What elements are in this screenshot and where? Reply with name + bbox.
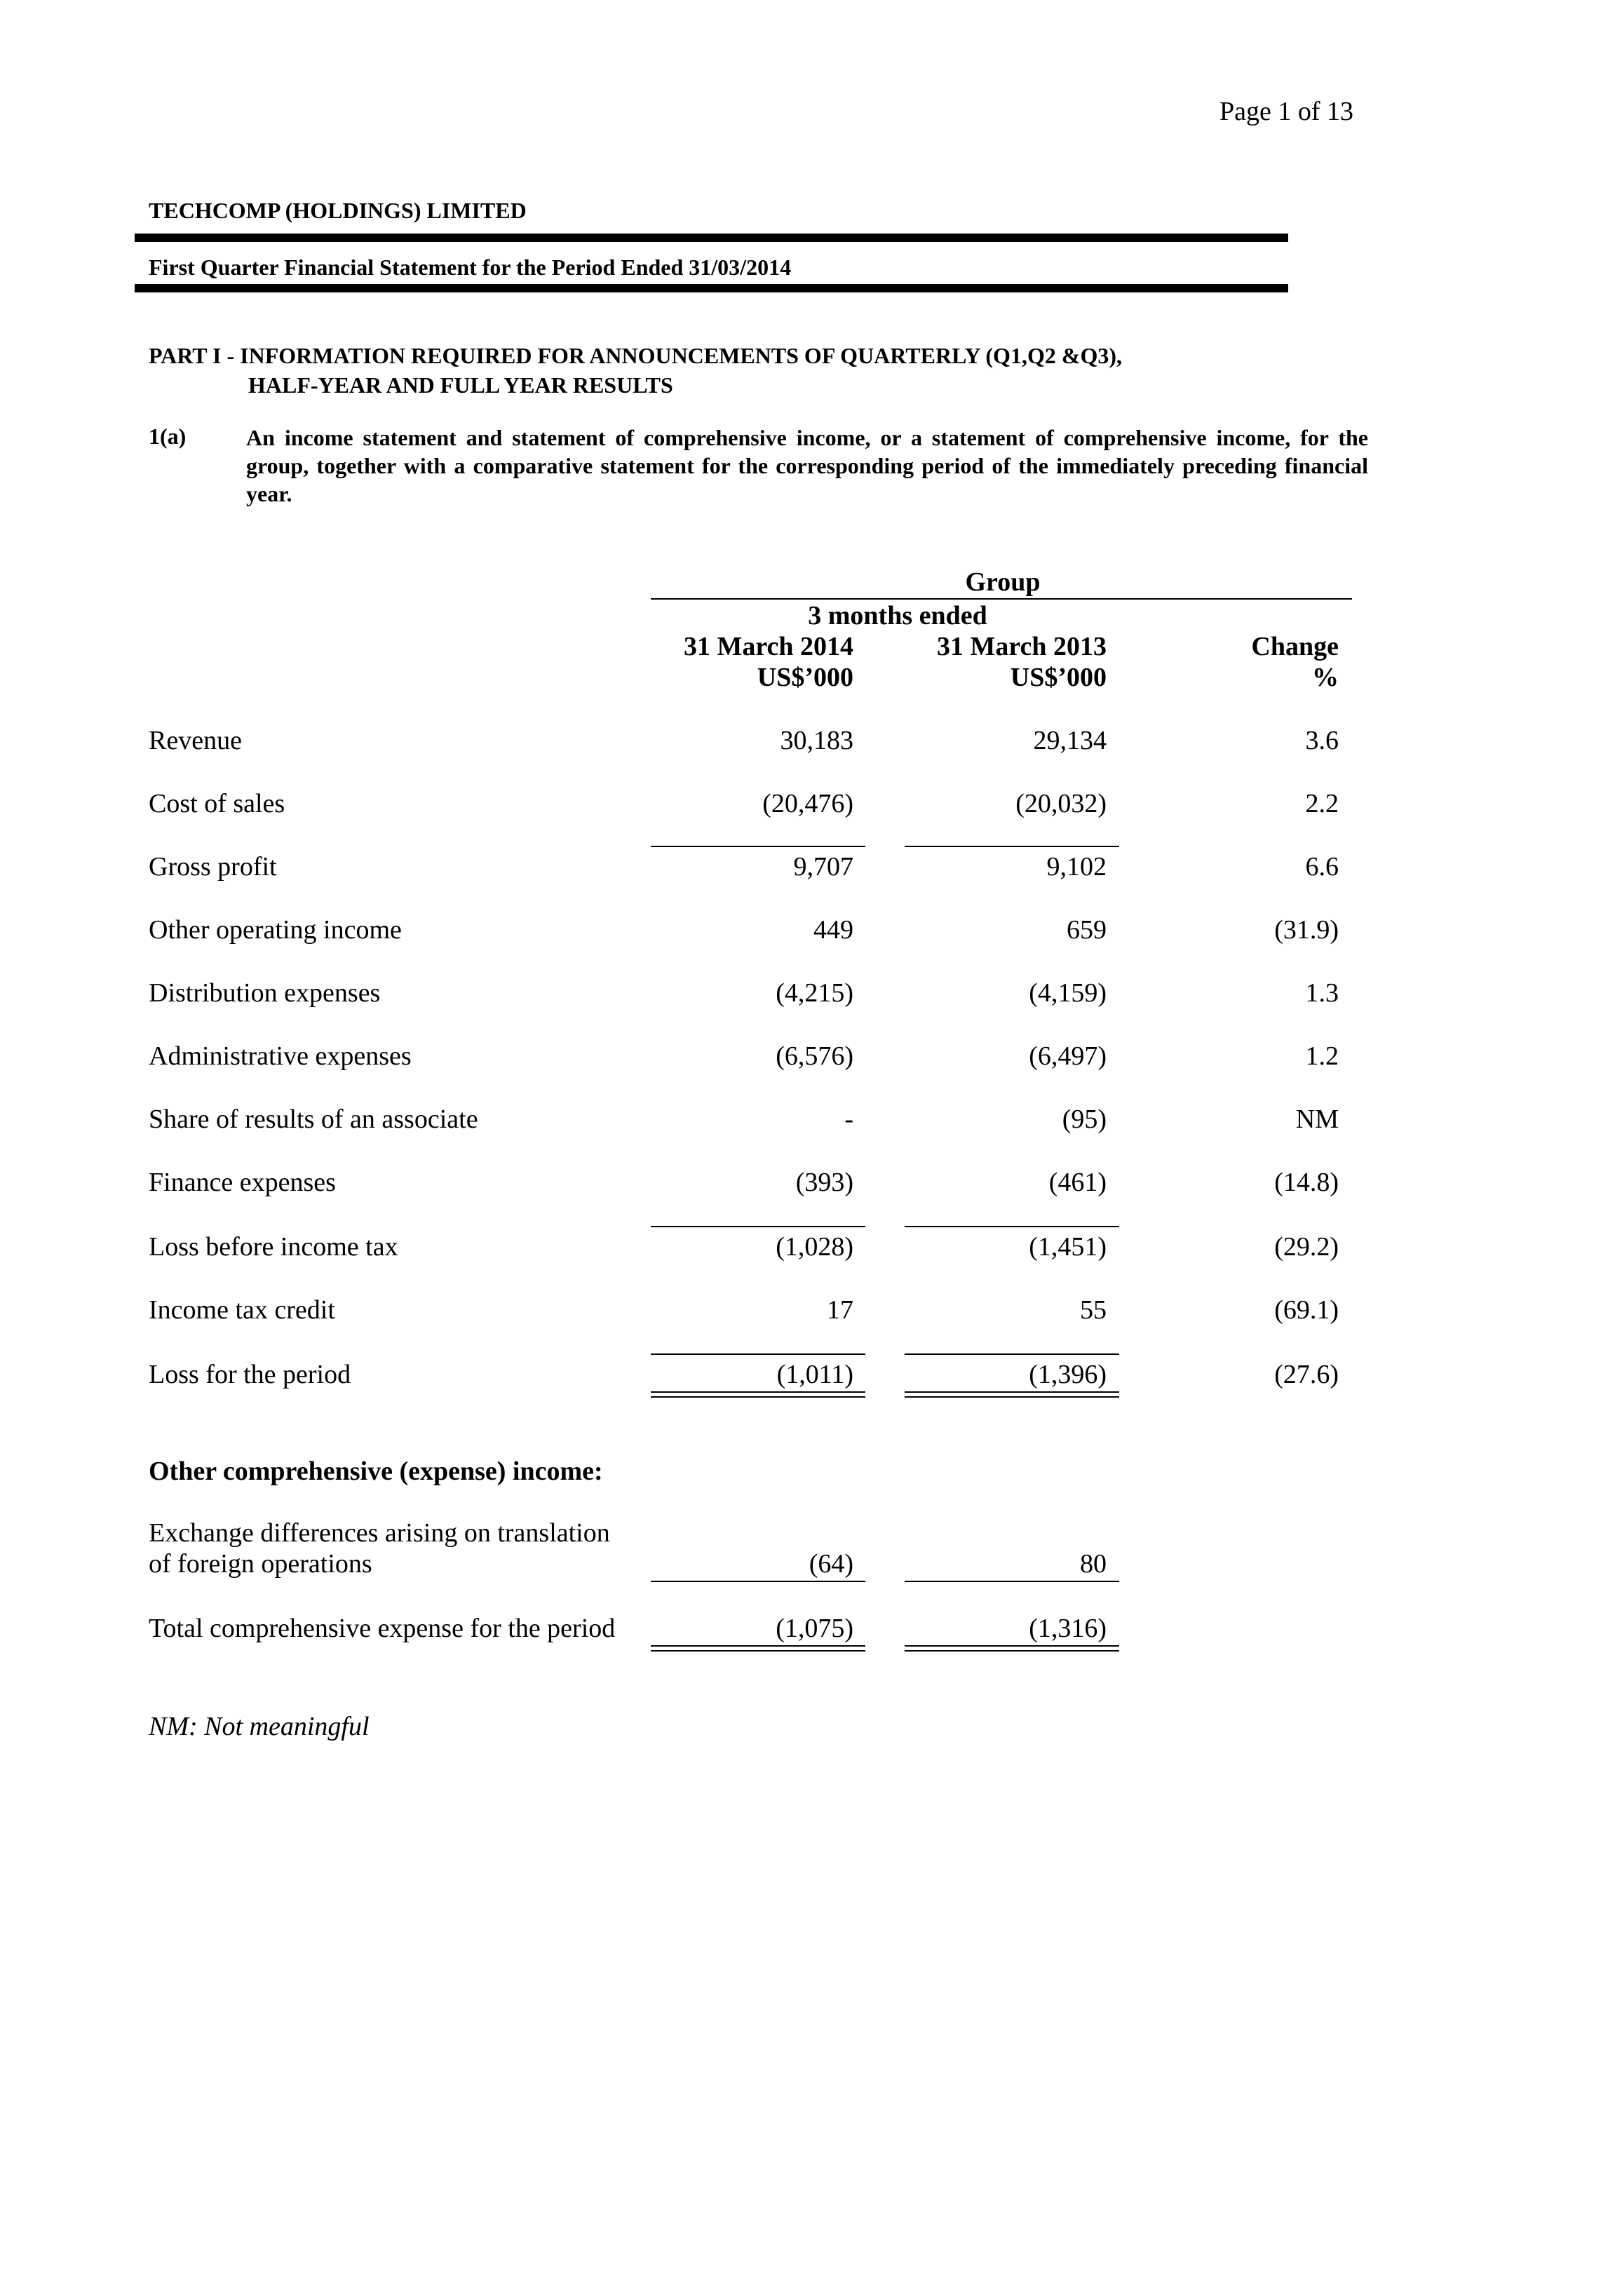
row-label-exchange-line2: of foreign operations (149, 1549, 372, 1579)
footnote: NM: Not meaningful (149, 1712, 370, 1741)
row-distribution-2014: (4,215) (776, 978, 853, 1008)
group-heading: Group (965, 567, 1041, 597)
col-2013-date: 31 March 2013 (936, 632, 1107, 661)
subtotal-rule (905, 1226, 1119, 1227)
row-finance-2014: (393) (795, 1168, 853, 1197)
row-gross-profit-2013: 9,102 (1046, 852, 1107, 882)
row-label-administrative-expenses: Administrative expenses (149, 1041, 412, 1071)
subtotal-rule (651, 1581, 865, 1582)
row-cost-of-sales-2013: (20,032) (1015, 789, 1107, 818)
col-2014-unit: US$’000 (757, 663, 853, 692)
row-label-other-operating-income: Other operating income (149, 915, 402, 945)
row-total-comprehensive-2013: (1,316) (1029, 1614, 1107, 1643)
statement-subtitle: First Quarter Financial Statement for the Period Ended 31/03/2014 (149, 255, 792, 280)
row-revenue-2014: 30,183 (780, 726, 853, 755)
total-double-rule (651, 1650, 865, 1652)
row-loss-for-period-2013: (1,396) (1029, 1360, 1107, 1389)
row-revenue-change: 3.6 (1305, 726, 1339, 755)
company-name: TECHCOMP (HOLDINGS) LIMITED (149, 198, 527, 223)
row-cost-of-sales-change: 2.2 (1305, 789, 1339, 818)
row-total-comprehensive-2014: (1,075) (776, 1614, 853, 1643)
row-administrative-2013: (6,497) (1029, 1041, 1107, 1071)
row-gross-profit-change: 6.6 (1305, 852, 1339, 882)
total-double-rule (651, 1391, 865, 1393)
row-label-share-of-associate: Share of results of an associate (149, 1105, 478, 1134)
part-title-line2: HALF-YEAR AND FULL YEAR RESULTS (248, 372, 673, 398)
row-label-loss-for-period: Loss for the period (149, 1360, 351, 1389)
oci-heading: Other comprehensive (expense) income: (149, 1457, 603, 1486)
total-double-rule (905, 1645, 1119, 1647)
row-distribution-change: 1.3 (1305, 978, 1339, 1008)
row-label-revenue: Revenue (149, 726, 242, 755)
row-loss-for-period-change: (27.6) (1274, 1360, 1339, 1389)
subtotal-rule (905, 1581, 1119, 1582)
subtotal-rule (905, 846, 1119, 847)
row-label-income-tax-credit: Income tax credit (149, 1295, 335, 1325)
header-rule-bottom (135, 284, 1288, 292)
subtotal-rule (651, 846, 865, 847)
row-label-distribution-expenses: Distribution expenses (149, 978, 381, 1008)
row-finance-2013: (461) (1048, 1168, 1107, 1197)
total-double-rule (651, 1396, 865, 1398)
total-double-rule (905, 1396, 1119, 1398)
subtotal-rule (905, 1353, 1119, 1355)
row-label-cost-of-sales: Cost of sales (149, 789, 285, 818)
row-tax-credit-2014: 17 (827, 1295, 853, 1325)
subtotal-rule (651, 1353, 865, 1355)
row-label-gross-profit: Gross profit (149, 852, 277, 882)
part-title (149, 341, 1122, 400)
col-2013-unit: US$’000 (1010, 663, 1107, 692)
section-text: An income statement and statement of comprehensive income, or a statement of comprehensive income, for the group, together with a comparative statement for the corresponding period of the immediately preceding financial year. (246, 425, 1368, 506)
row-exchange-2013: 80 (1080, 1549, 1107, 1579)
row-finance-change: (14.8) (1274, 1168, 1339, 1197)
row-label-finance-expenses: Finance expenses (149, 1168, 336, 1197)
row-administrative-change: 1.2 (1305, 1041, 1339, 1071)
section-number: 1(a) (149, 424, 187, 449)
page-number: Page 1 of 13 (1219, 97, 1353, 126)
row-loss-before-tax-2014: (1,028) (776, 1232, 853, 1262)
row-associate-change: NM (1295, 1105, 1339, 1134)
row-associate-2014: - (844, 1105, 853, 1134)
total-double-rule (905, 1391, 1119, 1393)
row-tax-credit-2013: 55 (1080, 1295, 1107, 1325)
row-associate-2013: (95) (1062, 1105, 1107, 1134)
row-revenue-2013: 29,134 (1033, 726, 1107, 755)
row-exchange-2014: (64) (809, 1549, 853, 1579)
row-label-loss-before-tax: Loss before income tax (149, 1232, 398, 1262)
col-change-label: Change (1251, 632, 1339, 661)
row-cost-of-sales-2014: (20,476) (762, 789, 853, 818)
row-loss-before-tax-change: (29.2) (1274, 1232, 1339, 1262)
part-title-line1: PART I - INFORMATION REQUIRED FOR ANNOUNCEMENTS OF QUARTERLY (Q1,Q2 &Q3), (149, 343, 1123, 368)
row-loss-before-tax-2013: (1,451) (1029, 1232, 1107, 1262)
row-administrative-2014: (6,576) (776, 1041, 853, 1071)
row-label-exchange-line1: Exchange differences arising on translation (149, 1518, 610, 1548)
col-change-unit: % (1312, 663, 1339, 692)
period-heading: 3 months ended (808, 601, 987, 630)
row-other-income-change: (31.9) (1274, 915, 1339, 945)
row-distribution-2013: (4,159) (1029, 978, 1107, 1008)
row-tax-credit-change: (69.1) (1274, 1295, 1339, 1325)
row-label-total-comprehensive: Total comprehensive expense for the period (149, 1614, 616, 1643)
col-2014-date: 31 March 2014 (683, 632, 853, 661)
total-double-rule (905, 1650, 1119, 1652)
total-double-rule (651, 1645, 865, 1647)
header-rule-top (135, 234, 1288, 242)
row-other-income-2014: 449 (813, 915, 853, 945)
group-underline (651, 598, 1352, 600)
subtotal-rule (651, 1226, 865, 1227)
row-loss-for-period-2014: (1,011) (776, 1360, 853, 1389)
row-gross-profit-2014: 9,707 (793, 852, 853, 882)
row-other-income-2013: 659 (1067, 915, 1107, 945)
